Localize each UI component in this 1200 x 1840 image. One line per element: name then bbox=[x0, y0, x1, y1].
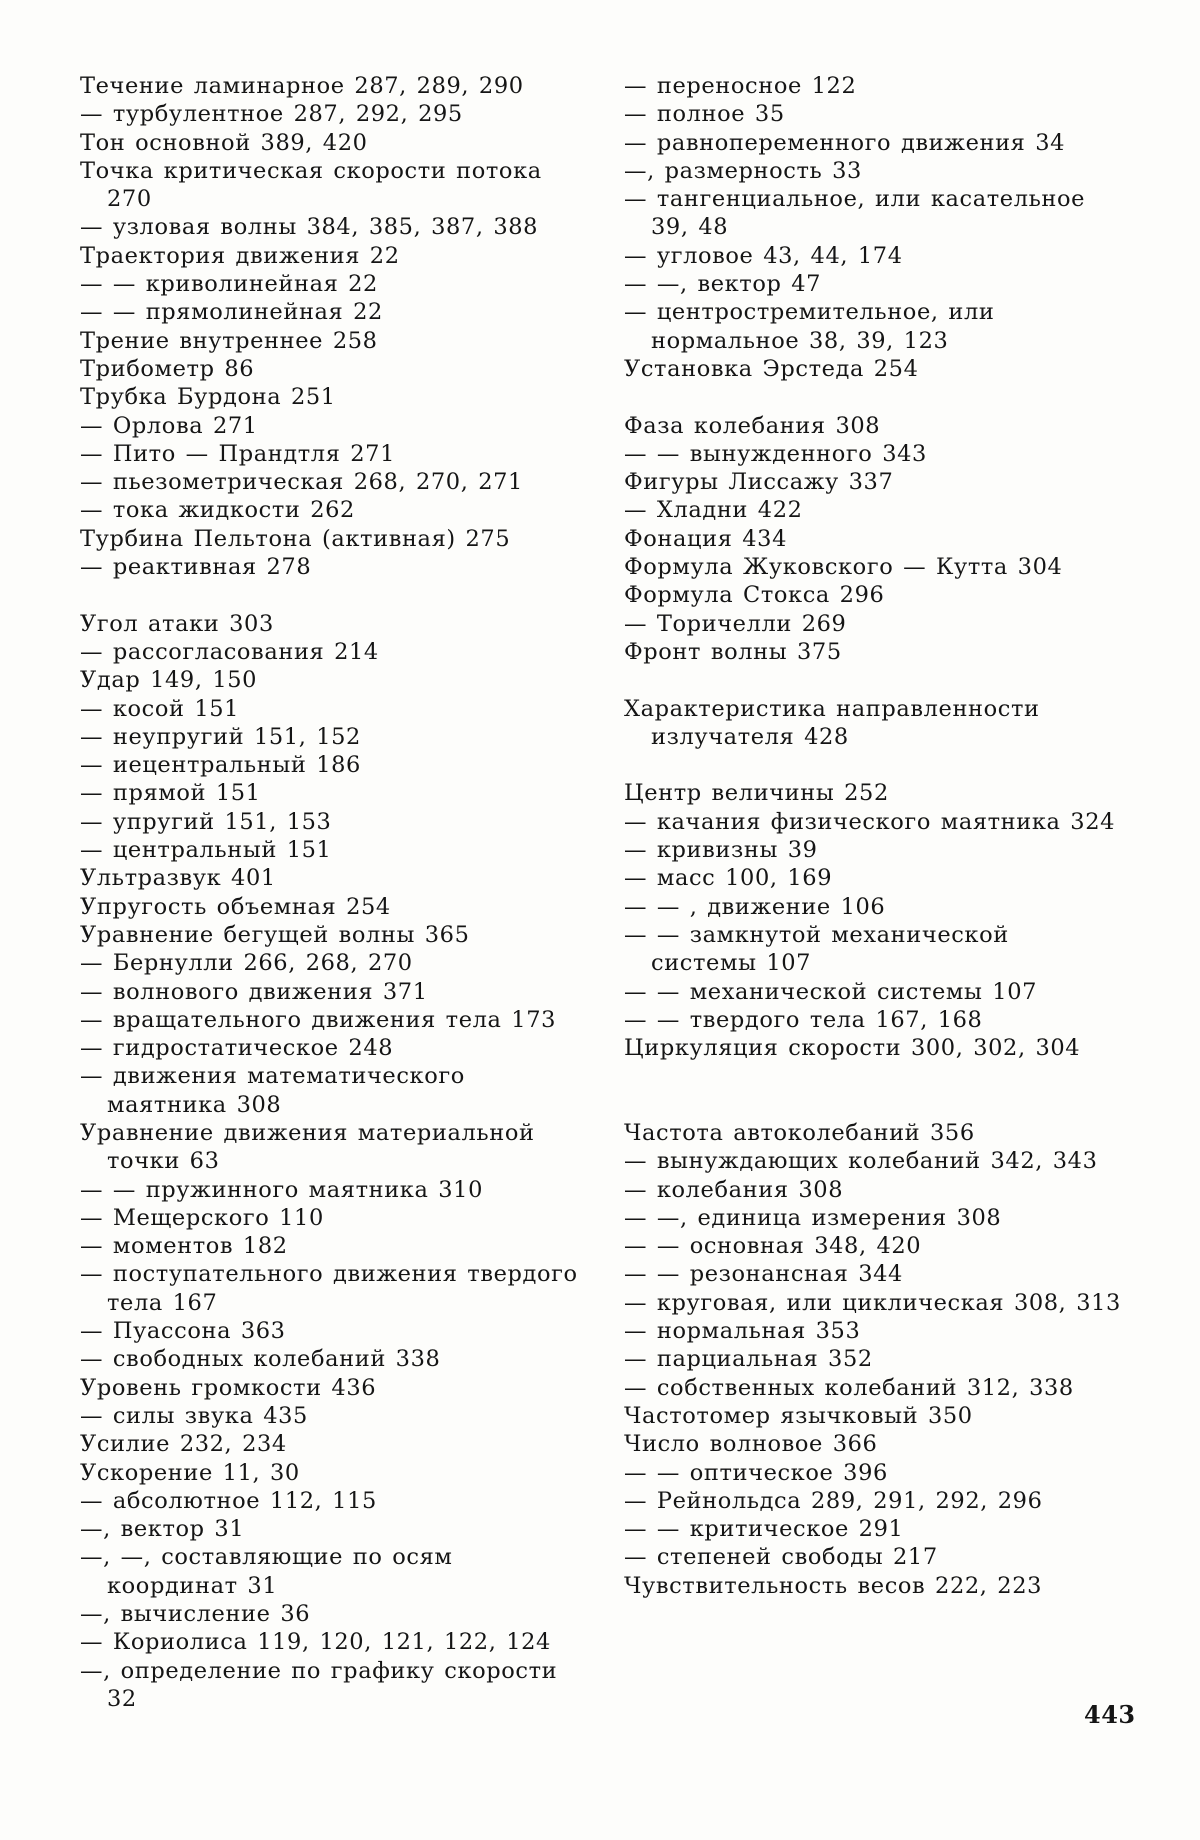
index-entry: — — основная 348, 420 bbox=[624, 1233, 922, 1260]
index-entry: — реактивная 278 bbox=[80, 554, 312, 581]
index-entry: — Орлова 271 bbox=[80, 412, 258, 439]
index-entry: Ускорение 11, 30 bbox=[80, 1459, 300, 1486]
index-entry: Трубка Бурдона 251 bbox=[80, 384, 336, 411]
index-entry: — равнопеременного движения 34 bbox=[624, 129, 1066, 156]
index-entry: —, вычисление 36 bbox=[80, 1601, 311, 1628]
index-entry: — абсолютное 112, 115 bbox=[80, 1487, 377, 1514]
index-entry: — волнового движения 371 bbox=[80, 978, 428, 1005]
index-entry: — прямой 151 bbox=[80, 780, 261, 807]
index-entry: — центральный 151 bbox=[80, 837, 332, 864]
index-entry: Трибометр 86 bbox=[80, 355, 255, 382]
index-entry: — — пружинного маятника 310 bbox=[80, 1176, 483, 1203]
index-entry: Уравнение бегущей волны 365 bbox=[80, 921, 470, 948]
index-entry: Центр величины 252 bbox=[624, 780, 889, 807]
index-entry: — вращательного движения тела 173 bbox=[80, 1006, 557, 1033]
section-gap bbox=[624, 751, 1122, 779]
index-entry: Фигуры Лиссажу 337 bbox=[624, 469, 894, 496]
index-entry: Уравнение движения материальной точки 63 bbox=[80, 1119, 535, 1175]
index-entry: — собственных колебаний 312, 338 bbox=[624, 1374, 1074, 1401]
page-number: 443 bbox=[1084, 1700, 1136, 1729]
index-entry: — полное 35 bbox=[624, 101, 785, 128]
section-gap bbox=[624, 383, 1122, 411]
index-entry: — — механической системы 107 bbox=[624, 978, 1038, 1005]
index-entry: —, вектор 31 bbox=[80, 1516, 245, 1543]
index-entry: — — твердого тела 167, 168 bbox=[624, 1006, 983, 1033]
section-gap bbox=[624, 1062, 1122, 1119]
index-entry: Частотомер язычковый 350 bbox=[624, 1402, 973, 1429]
index-entry: — — прямолинейная 22 bbox=[80, 299, 383, 326]
index-entry: — Хладни 422 bbox=[624, 497, 803, 524]
index-entry: Частота автоколебаний 356 bbox=[624, 1119, 975, 1146]
index-entry: Фонация 434 bbox=[624, 525, 787, 552]
index-entry: — переносное 122 bbox=[624, 73, 857, 99]
index-entry: — силы звука 435 bbox=[80, 1402, 308, 1429]
index-entry: Траектория движения 22 bbox=[80, 242, 400, 269]
index-entry: Циркуляция скорости 300, 302, 304 bbox=[624, 1035, 1081, 1062]
index-entry: — — вынужденного 343 bbox=[624, 440, 927, 467]
index-entry: — — криволинейная 22 bbox=[80, 271, 378, 298]
index-entry: Течение ламинарное 287, 289, 290 bbox=[80, 73, 524, 99]
index-entry: Фронт волны 375 bbox=[624, 638, 842, 665]
index-entry: — масс 100, 169 bbox=[624, 865, 833, 892]
index-entry: — Пито — Прандтля 271 bbox=[80, 440, 395, 467]
index-entry: — круговая, или циклическая 308, 313 bbox=[624, 1289, 1121, 1316]
index-entry: — рассогласования 214 bbox=[80, 638, 379, 665]
index-entry: Тон основной 389, 420 bbox=[80, 129, 368, 156]
index-entry: Упругость объемная 254 bbox=[80, 893, 391, 920]
index-entry: — —, единица измерения 308 bbox=[624, 1204, 1002, 1231]
index-entry: — упругий 151, 153 bbox=[80, 808, 332, 835]
index-entry: — иецентральный 186 bbox=[80, 752, 361, 779]
index-entry: — пьезометрическая 268, 270, 271 bbox=[80, 469, 523, 496]
index-entry: — качания физического маятника 324 bbox=[624, 808, 1116, 835]
index-entry: — Рейнольдса 289, 291, 292, 296 bbox=[624, 1487, 1043, 1514]
index-entry: Удар 149, 150 bbox=[80, 667, 258, 694]
index-column-left bbox=[80, 72, 580, 1713]
index-entry: — —, вектор 47 bbox=[624, 271, 822, 298]
index-column-right bbox=[624, 72, 1122, 1600]
index-entry: —, —, составляющие по осям координат 31 bbox=[80, 1544, 453, 1599]
index-entry: — неупругий 151, 152 bbox=[80, 723, 361, 750]
index-entry: Чувствительность весов 222, 223 bbox=[624, 1572, 1043, 1599]
index-entry: — нормальная 353 bbox=[624, 1318, 861, 1345]
index-entry: — движения математического маятника 308 bbox=[80, 1063, 465, 1118]
index-entry: — центростремительное, или нормальное 38, 39, 123 bbox=[624, 299, 995, 354]
index-entry: — угловое 43, 44, 174 bbox=[624, 242, 903, 269]
index-entry: — поступательного движения твердого тела 167 bbox=[80, 1261, 578, 1316]
index-entry: — Кориолиса 119, 120, 121, 122, 124 bbox=[80, 1629, 551, 1656]
index-entry: — моментов 182 bbox=[80, 1233, 288, 1260]
index-entry: — свободных колебаний 338 bbox=[80, 1346, 441, 1373]
section-gap bbox=[80, 581, 580, 609]
index-entry: —, размерность 33 bbox=[624, 157, 862, 184]
index-entry: — косой 151 bbox=[80, 695, 240, 722]
index-entry: Угол атаки 303 bbox=[80, 610, 274, 637]
index-entry: — Мещерского 110 bbox=[80, 1204, 324, 1231]
index-entry: Характеристика направленности излучателя 428 bbox=[624, 695, 1040, 750]
index-entry: — тока жидкости 262 bbox=[80, 497, 355, 524]
index-entry: — Бернулли 266, 268, 270 bbox=[80, 950, 413, 977]
index-entry: — — оптическое 396 bbox=[624, 1459, 888, 1486]
index-entry: Формула Стокса 296 bbox=[624, 582, 885, 609]
index-entry: — узловая волны 384, 385, 387, 388 bbox=[80, 214, 539, 241]
index-entry: Трение внутреннее 258 bbox=[80, 327, 378, 354]
index-entry: — — , движение 106 bbox=[624, 893, 886, 920]
index-entry: Фаза колебания 308 bbox=[624, 412, 881, 439]
index-entry: Ультразвук 401 bbox=[80, 865, 276, 892]
index-entry: Турбина Пельтона (активная) 275 bbox=[80, 525, 511, 552]
index-entry: — — критическое 291 bbox=[624, 1516, 904, 1543]
index-entry: — колебания 308 bbox=[624, 1176, 844, 1203]
index-entry: — гидростатическое 248 bbox=[80, 1035, 394, 1062]
index-entry: Установка Эрстеда 254 bbox=[624, 355, 919, 382]
index-entry: Число волновое 366 bbox=[624, 1431, 878, 1458]
index-entry: — вынуждающих колебаний 342, 343 bbox=[624, 1148, 1098, 1175]
index-entry: Формула Жуковского — Кутта 304 bbox=[624, 554, 1063, 581]
index-entry: — — замкнутой механической системы 107 bbox=[624, 921, 1009, 977]
index-entry: Точка критическая скорости потока 270 bbox=[80, 157, 542, 213]
index-entry: — кривизны 39 bbox=[624, 837, 818, 864]
index-entry: — — резонансная 344 bbox=[624, 1261, 903, 1288]
index-entry: Уровень громкости 436 bbox=[80, 1374, 377, 1401]
index-entry: —, определение по графику скорости 32 bbox=[80, 1657, 558, 1712]
index-entry: — степеней свободы 217 bbox=[624, 1544, 938, 1571]
index-entry: — Пуассона 363 bbox=[80, 1318, 286, 1345]
index-entry: — Торичелли 269 bbox=[624, 610, 847, 637]
index-entry: — тангенциальное, или касательное 39, 48 bbox=[624, 186, 1086, 241]
index-entry: — турбулентное 287, 292, 295 bbox=[80, 101, 463, 128]
index-entry: — парциальная 352 bbox=[624, 1346, 873, 1373]
index-entry: Усилие 232, 234 bbox=[80, 1431, 287, 1458]
section-gap bbox=[624, 666, 1122, 694]
